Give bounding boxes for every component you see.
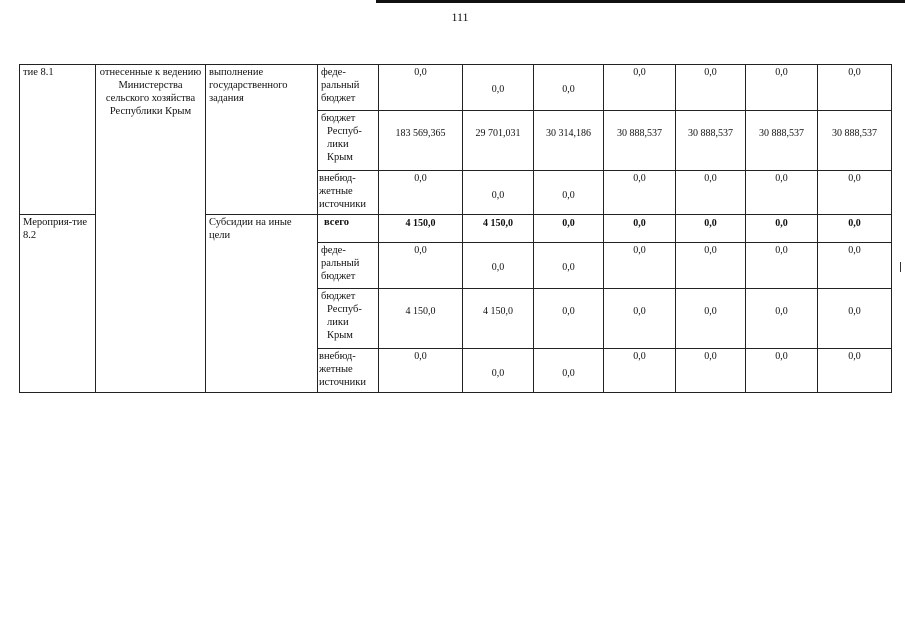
event-name-cell: Субсидии на иные цели xyxy=(206,215,318,393)
source-line: бюджет xyxy=(321,271,356,282)
source-line: бюджет xyxy=(321,93,356,104)
value-cell: 30 888,537 xyxy=(676,111,746,171)
top-rule xyxy=(376,0,905,3)
value-cell: 0,0 xyxy=(676,243,746,289)
margin-mark xyxy=(900,262,901,272)
value-cell: 30 888,537 xyxy=(746,111,818,171)
source-cell xyxy=(318,349,379,393)
value-cell: 0,0 xyxy=(746,349,818,393)
value-cell: 4 150,0 xyxy=(463,289,534,349)
source-cell xyxy=(318,215,379,243)
value-cell: 0,0 xyxy=(818,243,892,289)
event-cell: тие 8.1 xyxy=(20,65,96,215)
source-line: источники xyxy=(319,199,366,210)
source-line: ральный xyxy=(321,258,360,269)
value-cell: 0,0 xyxy=(818,215,892,243)
value-cell: 0,0 xyxy=(534,289,604,349)
value-cell: 0,0 xyxy=(379,171,463,215)
value-cell: 0,0 xyxy=(604,171,676,215)
source-cell xyxy=(318,171,379,215)
source-line: Крым xyxy=(327,330,353,341)
value-cell: 0,0 xyxy=(604,289,676,349)
budget-table xyxy=(19,64,892,393)
source-line: всего xyxy=(324,217,350,228)
source-line: лики xyxy=(327,139,349,150)
value-cell: 0,0 xyxy=(534,65,604,111)
value-cell: 0,0 xyxy=(463,243,534,289)
source-line: жетные xyxy=(319,364,353,375)
value-cell: 0,0 xyxy=(379,243,463,289)
source-line: внебюд- xyxy=(319,351,356,362)
value-cell: 0,0 xyxy=(604,215,676,243)
source-line: Крым xyxy=(327,152,353,163)
page-number: 111 xyxy=(451,10,469,24)
source-cell xyxy=(318,289,379,349)
value-cell: 30 888,537 xyxy=(818,111,892,171)
source-cell xyxy=(318,111,379,171)
source-line: Респуб- xyxy=(327,304,362,315)
value-cell: 0,0 xyxy=(534,243,604,289)
source-cell xyxy=(318,65,379,111)
value-cell: 0,0 xyxy=(463,171,534,215)
source-line: бюджет xyxy=(321,113,356,124)
source-line: ральный xyxy=(321,80,360,91)
value-cell: 0,0 xyxy=(818,65,892,111)
value-cell: 0,0 xyxy=(604,349,676,393)
event-cell: Мероприя-тие 8.2 xyxy=(20,215,96,393)
value-cell: 0,0 xyxy=(534,349,604,393)
value-cell: 0,0 xyxy=(534,171,604,215)
value-cell: 0,0 xyxy=(746,215,818,243)
source-line: феде- xyxy=(321,67,346,78)
source-line: лики xyxy=(327,317,349,328)
value-cell: 0,0 xyxy=(746,289,818,349)
value-cell: 30 888,537 xyxy=(604,111,676,171)
value-cell: 4 150,0 xyxy=(379,289,463,349)
value-cell: 0,0 xyxy=(379,65,463,111)
value-cell: 0,0 xyxy=(604,65,676,111)
value-cell: 0,0 xyxy=(463,65,534,111)
value-cell: 0,0 xyxy=(676,289,746,349)
value-cell: 4 150,0 xyxy=(379,215,463,243)
value-cell: 0,0 xyxy=(818,349,892,393)
value-cell: 30 314,186 xyxy=(534,111,604,171)
organization-cell: отнесенные к ведению Министерства сельского хозяйства Республики Крым xyxy=(96,65,206,393)
source-line: жетные xyxy=(319,186,353,197)
value-cell: 0,0 xyxy=(746,243,818,289)
value-cell: 0,0 xyxy=(676,349,746,393)
value-cell: 4 150,0 xyxy=(463,215,534,243)
table-row xyxy=(20,65,892,111)
value-cell: 0,0 xyxy=(746,65,818,111)
source-line: бюджет xyxy=(321,291,356,302)
event-name-cell: выполнение государственного задания xyxy=(206,65,318,215)
value-cell: 0,0 xyxy=(818,289,892,349)
value-cell: 183 569,365 xyxy=(379,111,463,171)
value-cell: 0,0 xyxy=(379,349,463,393)
source-line: внебюд- xyxy=(319,173,356,184)
value-cell: 0,0 xyxy=(676,215,746,243)
value-cell: 0,0 xyxy=(676,65,746,111)
value-cell: 0,0 xyxy=(463,349,534,393)
value-cell: 0,0 xyxy=(818,171,892,215)
value-cell: 0,0 xyxy=(604,243,676,289)
source-cell xyxy=(318,243,379,289)
value-cell: 0,0 xyxy=(676,171,746,215)
value-cell: 0,0 xyxy=(534,215,604,243)
source-line: феде- xyxy=(321,245,346,256)
source-line: Респуб- xyxy=(327,126,362,137)
source-line: источники xyxy=(319,377,366,388)
value-cell: 0,0 xyxy=(746,171,818,215)
value-cell: 29 701,031 xyxy=(463,111,534,171)
